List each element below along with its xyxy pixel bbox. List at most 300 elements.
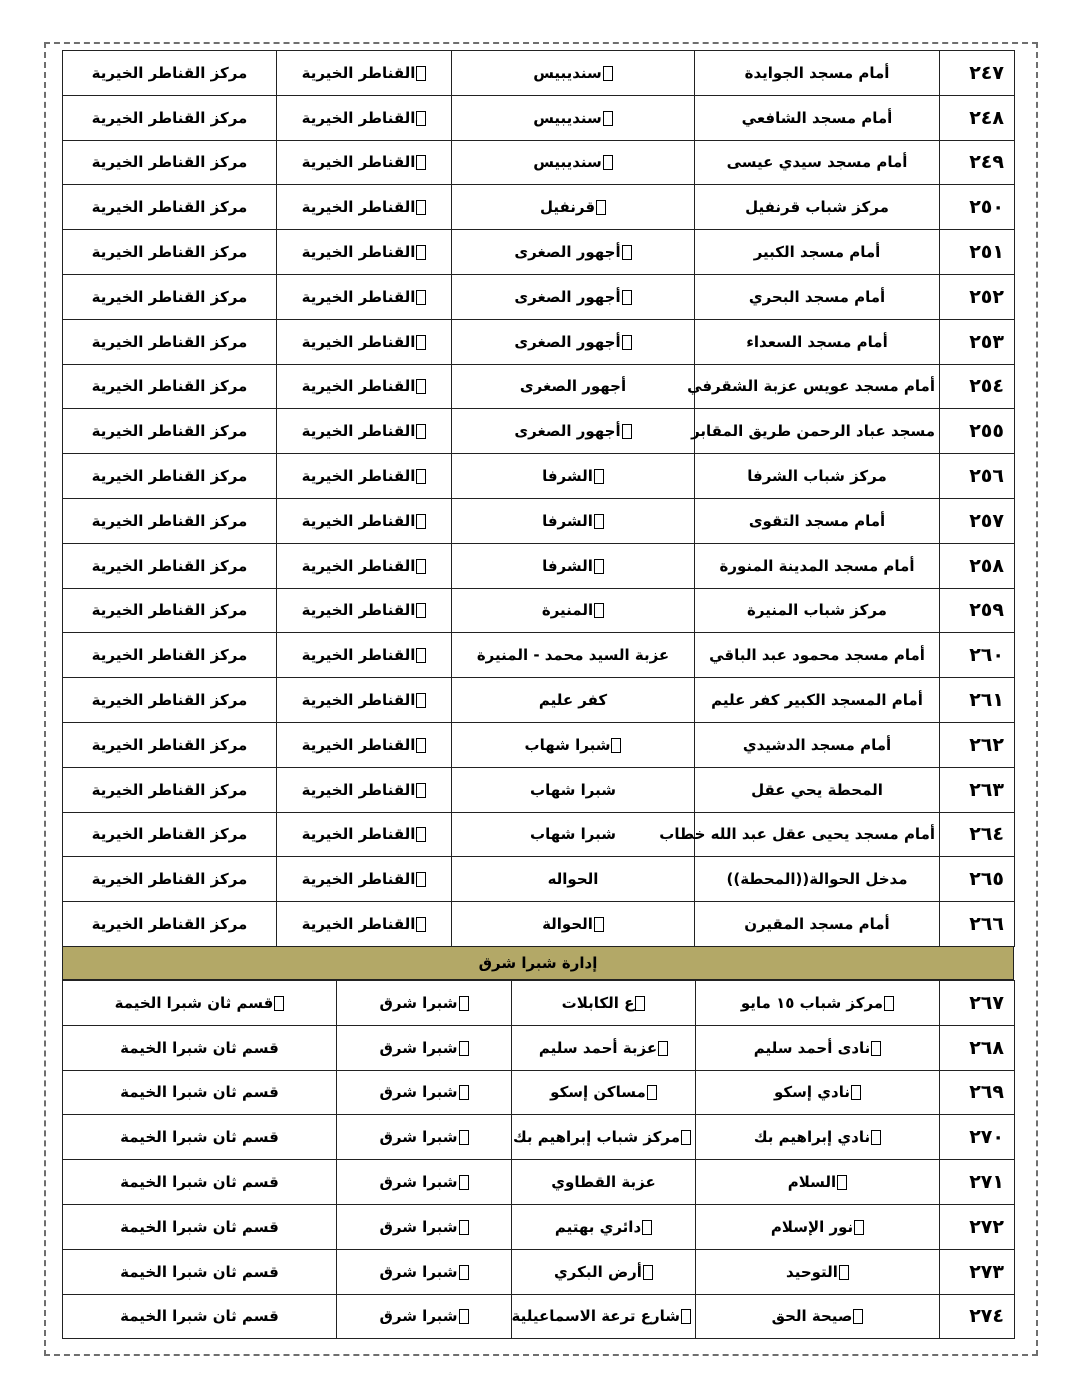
cell-text: ٢٦٢ (969, 733, 1004, 756)
cell-village (512, 1249, 696, 1294)
cell-text: سنديبيس (533, 108, 602, 127)
cell-city (277, 902, 452, 947)
cell-place (659, 812, 940, 857)
cell-text: القناطر الخيرية (301, 153, 416, 172)
cell-text: قسم ثان شبرا الخيمة (120, 1128, 279, 1147)
cell-center (63, 319, 277, 364)
row-number (940, 588, 1015, 633)
cell-text: ٢٥٣ (969, 330, 1004, 353)
placeholder-box-icon (622, 290, 632, 305)
row-number (940, 722, 1015, 767)
placeholder-box-icon (416, 559, 426, 574)
placeholder-box-icon (622, 245, 632, 260)
cell-text: مركز القناطر الخيرية (91, 735, 248, 754)
cell-text: ٢٧٣ (969, 1260, 1004, 1283)
placeholder-box-icon (884, 996, 894, 1011)
cell-village (452, 230, 695, 275)
cell-text: أمام مسجد سيدي عيسى (726, 153, 908, 172)
cell-text: كفر عليم (538, 691, 608, 710)
cell-text: ٢٦٤ (969, 823, 1004, 846)
cell-text: شبرا شرق (379, 1217, 458, 1236)
table-row (63, 678, 1015, 723)
table-row (63, 185, 1015, 230)
cell-text: قسم ثان شبرا الخيمة (120, 1038, 279, 1057)
cell-text: قرنفيل (539, 198, 596, 217)
row-number (940, 1160, 1015, 1205)
cell-city (277, 230, 452, 275)
cell-city (277, 51, 452, 96)
placeholder-box-icon (416, 603, 426, 618)
cell-city (337, 981, 512, 1026)
cell-place (695, 857, 940, 902)
placeholder-box-icon (416, 379, 426, 394)
cell-text: القناطر الخيرية (301, 467, 416, 486)
placeholder-box-icon (603, 111, 613, 126)
cell-place (687, 364, 940, 409)
cell-text: عزبة السيد محمد - المنيرة (476, 646, 670, 665)
cell-text: القناطر الخيرية (301, 601, 416, 620)
cell-text: ٢٦٦ (969, 913, 1004, 936)
cell-text: أمام مسجد محمود عبد الباقي (709, 646, 925, 665)
cell-village (452, 454, 695, 499)
cell-text: ٢٤٨ (969, 106, 1004, 129)
cell-city (277, 319, 452, 364)
cell-text: عزبة أحمد سليم (538, 1038, 658, 1057)
placeholder-box-icon (416, 66, 426, 81)
cell-text: أمام مسجد المدينة المنورة (719, 556, 915, 575)
cell-place (695, 274, 940, 319)
cell-text: القناطر الخيرية (301, 198, 416, 217)
cell-village (452, 812, 695, 857)
cell-place (695, 185, 940, 230)
table-row (63, 319, 1015, 364)
placeholder-box-icon (416, 872, 426, 887)
row-number (940, 185, 1015, 230)
cell-center (63, 857, 277, 902)
cell-center (63, 1160, 337, 1205)
row-number (940, 767, 1015, 812)
cell-text: ٢٥٩ (969, 599, 1004, 622)
placeholder-box-icon (837, 1175, 847, 1190)
cell-village (452, 51, 695, 96)
cell-text: أرض البكري (554, 1262, 642, 1281)
cell-place (695, 633, 940, 678)
cell-text: ٢٦٠ (969, 644, 1004, 667)
cell-text: أجهور الصغرى (514, 332, 621, 351)
cell-center (63, 767, 277, 812)
row-number (940, 498, 1015, 543)
table-row (63, 857, 1015, 902)
placeholder-box-icon (603, 66, 613, 81)
placeholder-box-icon (416, 514, 426, 529)
cell-center (63, 140, 277, 185)
cell-text: ٢٦٣ (969, 778, 1004, 801)
cell-text: الشرفا (542, 511, 593, 530)
cell-place (696, 1070, 940, 1115)
placeholder-box-icon (596, 200, 606, 215)
cell-text: ٢٧٢ (969, 1215, 1004, 1238)
row-number (940, 409, 1015, 454)
cell-place (695, 230, 940, 275)
cell-center (63, 1025, 337, 1070)
cell-text: ع الكابلات (561, 993, 635, 1012)
cell-text: مساكن إسكو (550, 1083, 646, 1102)
cell-city (277, 812, 452, 857)
cell-village (512, 1070, 696, 1115)
cell-text: مركز القناطر الخيرية (91, 108, 248, 127)
cell-center (63, 1204, 337, 1249)
table-row (63, 981, 1015, 1026)
cell-village (452, 902, 695, 947)
cell-center (63, 498, 277, 543)
placeholder-box-icon (416, 917, 426, 932)
cell-text: أمام مسجد التقوى (748, 511, 886, 530)
cell-text: مدخل الحوالة((المحطة)) (726, 870, 908, 889)
cell-text: ٢٦٩ (969, 1081, 1004, 1104)
placeholder-box-icon (853, 1309, 863, 1324)
cell-village (452, 588, 695, 633)
cell-city (337, 1249, 512, 1294)
cell-city (277, 857, 452, 902)
cell-text: ٢٤٧ (969, 61, 1004, 84)
cell-text: أجهور الصغرى (519, 377, 627, 396)
cell-text: أمام مسجد الدشيدي (742, 735, 892, 754)
placeholder-box-icon (642, 1220, 652, 1235)
table-row (63, 498, 1015, 543)
row-number (940, 230, 1015, 275)
cell-village (452, 498, 695, 543)
cell-place (695, 902, 940, 947)
cell-place (696, 1294, 940, 1339)
placeholder-box-icon (459, 1175, 469, 1190)
cell-text: مركز القناطر الخيرية (91, 153, 248, 172)
cell-center (63, 95, 277, 140)
cell-text: نادي إبراهيم بك (753, 1128, 871, 1147)
table-row (63, 51, 1015, 96)
cell-place (696, 1204, 940, 1249)
cell-text: سنديبيس (533, 153, 602, 172)
cell-city (277, 364, 452, 409)
placeholder-box-icon (416, 693, 426, 708)
cell-place (696, 1025, 940, 1070)
cell-text: ٢٧١ (969, 1171, 1004, 1194)
cell-text: القناطر الخيرية (301, 691, 416, 710)
cell-text: مركز القناطر الخيرية (91, 556, 248, 575)
row-number (940, 140, 1015, 185)
cell-text: القناطر الخيرية (301, 646, 416, 665)
cell-text: السلام (787, 1173, 837, 1192)
row-number (940, 1115, 1015, 1160)
cell-text: شبرا شرق (379, 1173, 458, 1192)
row-number (940, 633, 1015, 678)
cell-city (277, 409, 452, 454)
cell-village (452, 95, 695, 140)
cell-text: الحواله (547, 870, 599, 889)
cell-text: شبرا شرق (379, 1083, 458, 1102)
table-row (63, 1070, 1015, 1115)
placeholder-box-icon (647, 1085, 657, 1100)
table-row (63, 902, 1015, 947)
cell-text: مركز القناطر الخيرية (91, 825, 248, 844)
cell-center (63, 981, 337, 1026)
cell-text: سنديبيس (533, 63, 602, 82)
cell-text: المحطة يحي عقل (751, 780, 883, 799)
cell-place (695, 722, 940, 767)
cell-text: ٢٧٠ (969, 1126, 1004, 1149)
cell-city (337, 1204, 512, 1249)
cell-city (277, 498, 452, 543)
cell-center (63, 1249, 337, 1294)
cell-text: شبرا شهاب (530, 825, 616, 844)
cell-place (695, 767, 940, 812)
cell-text: عزبة القطاوي (551, 1173, 656, 1192)
cell-center (63, 409, 277, 454)
placeholder-box-icon (603, 155, 613, 170)
cell-text: مركز القناطر الخيرية (91, 287, 248, 306)
cell-text: ٢٦٧ (969, 991, 1004, 1014)
placeholder-box-icon (416, 111, 426, 126)
cell-text: القناطر الخيرية (301, 915, 416, 934)
row-number (940, 981, 1015, 1026)
cell-text: التوحيد (786, 1262, 838, 1281)
table-row (63, 633, 1015, 678)
placeholder-box-icon (839, 1265, 849, 1280)
placeholder-box-icon (416, 648, 426, 663)
cell-text: ٢٥٧ (969, 509, 1004, 532)
cell-text: صيحة الحق (771, 1307, 853, 1326)
table-row (63, 767, 1015, 812)
cell-center (63, 230, 277, 275)
placeholder-box-icon (854, 1220, 864, 1235)
cell-village (452, 543, 695, 588)
cell-text: القناطر الخيرية (301, 825, 416, 844)
cell-center (63, 1070, 337, 1115)
cell-text: ٢٥٨ (969, 554, 1004, 577)
placeholder-box-icon (459, 1130, 469, 1145)
cell-text: قسم ثان شبرا الخيمة (120, 1262, 279, 1281)
placeholder-box-icon (643, 1265, 653, 1280)
cell-city (337, 1025, 512, 1070)
table-row (63, 1115, 1015, 1160)
cell-text: مركز القناطر الخيرية (91, 467, 248, 486)
cell-text: أمام مسجد السعداء (746, 332, 888, 351)
cell-text: أمام مسجد المقيرن (744, 915, 890, 934)
cell-text: ٢٥٥ (969, 420, 1004, 443)
cell-city (277, 185, 452, 230)
table-row (63, 230, 1015, 275)
placeholder-box-icon (459, 1085, 469, 1100)
cell-text: مركز القناطر الخيرية (91, 691, 248, 710)
placeholder-box-icon (594, 514, 604, 529)
cell-center (63, 1115, 337, 1160)
cell-village (452, 364, 695, 409)
cell-text: ٢٦٥ (969, 868, 1004, 891)
table-row (63, 812, 1015, 857)
cell-text: قسم ثان شبرا الخيمة (120, 1307, 279, 1326)
cell-text: أجهور الصغرى (514, 243, 621, 262)
cell-place (696, 1115, 940, 1160)
table-row (63, 1249, 1015, 1294)
cell-text: مركز شباب المنيرة (747, 601, 887, 620)
cell-text: مركز شباب الشرفا (747, 467, 887, 486)
cell-center (63, 274, 277, 319)
placeholder-box-icon (851, 1085, 861, 1100)
cell-text: قسم ثان شبرا الخيمة (114, 993, 274, 1012)
cell-text: الشرفا (542, 556, 593, 575)
cell-text: مركز القناطر الخيرية (91, 870, 248, 889)
table-row (63, 1204, 1015, 1249)
row-number (940, 902, 1015, 947)
cell-city (277, 722, 452, 767)
cell-center (63, 633, 277, 678)
placeholder-box-icon (635, 996, 645, 1011)
placeholder-box-icon (622, 424, 632, 439)
cell-village (512, 1294, 696, 1339)
cell-village (512, 1160, 696, 1205)
cell-place (695, 95, 940, 140)
cell-city (277, 678, 452, 723)
placeholder-box-icon (459, 996, 469, 1011)
cell-village (512, 1115, 696, 1160)
locations-table-qanater (62, 50, 1015, 947)
cell-village (452, 409, 695, 454)
cell-text: نور الإسلام (770, 1217, 854, 1236)
row-number (940, 319, 1015, 364)
cell-place (695, 51, 940, 96)
cell-center (63, 812, 277, 857)
cell-place (695, 498, 940, 543)
row-number (940, 1294, 1015, 1339)
cell-city (277, 274, 452, 319)
row-number (940, 364, 1015, 409)
cell-center (63, 543, 277, 588)
cell-village (452, 319, 695, 364)
cell-text: أجهور الصغرى (514, 287, 621, 306)
table-row (63, 543, 1015, 588)
cell-city (337, 1294, 512, 1339)
cell-text: قسم ثان شبرا الخيمة (120, 1083, 279, 1102)
cell-text: شبرا شرق (379, 1128, 458, 1147)
placeholder-box-icon (871, 1041, 881, 1056)
cell-text: أمام المسجد الكبير كفر عليم (711, 691, 923, 710)
cell-text: مركز القناطر الخيرية (91, 198, 248, 217)
cell-text: القناطر الخيرية (301, 870, 416, 889)
table-row (63, 588, 1015, 633)
cell-text: شبرا شرق (379, 1307, 458, 1326)
cell-text: قسم ثان شبرا الخيمة (120, 1217, 279, 1236)
cell-center (63, 51, 277, 96)
cell-city (337, 1160, 512, 1205)
row-number (940, 857, 1015, 902)
table-row (63, 1025, 1015, 1070)
table-row (63, 722, 1015, 767)
cell-text: القناطر الخيرية (301, 511, 416, 530)
cell-text: الشرفا (542, 467, 593, 486)
cell-text: مركز القناطر الخيرية (91, 332, 248, 351)
cell-village (512, 1204, 696, 1249)
placeholder-box-icon (681, 1309, 691, 1324)
cell-city (277, 454, 452, 499)
table-row (63, 454, 1015, 499)
placeholder-box-icon (416, 738, 426, 753)
row-number (940, 543, 1015, 588)
cell-text: شبرا شرق (379, 1038, 458, 1057)
cell-text: ٢٥١ (969, 241, 1004, 264)
cell-city (277, 95, 452, 140)
placeholder-box-icon (681, 1130, 691, 1145)
cell-city (277, 588, 452, 633)
cell-village (452, 857, 695, 902)
cell-village (452, 678, 695, 723)
cell-text: القناطر الخيرية (301, 780, 416, 799)
cell-city (337, 1115, 512, 1160)
table-row (63, 364, 1015, 409)
cell-text: أمام مسجد عويس عزبة الشقرفي (687, 377, 935, 396)
cell-place (695, 543, 940, 588)
cell-center (63, 722, 277, 767)
placeholder-box-icon (459, 1309, 469, 1324)
cell-text: القناطر الخيرية (301, 287, 416, 306)
cell-text: مركز القناطر الخيرية (91, 63, 248, 82)
cell-text: أجهور الصغرى (514, 422, 621, 441)
cell-place (695, 319, 940, 364)
cell-text: شبرا شهاب (530, 780, 616, 799)
placeholder-box-icon (459, 1220, 469, 1235)
placeholder-box-icon (611, 738, 621, 753)
cell-text: مركز شباب قرنفيل (745, 198, 889, 217)
row-number (940, 1204, 1015, 1249)
cell-text: المنيرة (541, 601, 594, 620)
placeholder-box-icon (416, 200, 426, 215)
cell-text: ٢٥٤ (969, 375, 1004, 398)
placeholder-box-icon (274, 996, 284, 1011)
cell-text: القناطر الخيرية (301, 377, 416, 396)
cell-text: مركز القناطر الخيرية (91, 511, 248, 530)
cell-text: نادي إسكو (774, 1083, 850, 1102)
placeholder-box-icon (594, 469, 604, 484)
cell-text: مركز القناطر الخيرية (91, 915, 248, 934)
cell-text: مركز القناطر الخيرية (91, 646, 248, 665)
cell-text: مركز القناطر الخيرية (91, 780, 248, 799)
cell-city (277, 140, 452, 185)
cell-text: مركز القناطر الخيرية (91, 377, 248, 396)
cell-place (695, 678, 940, 723)
cell-text: ٢٥٦ (969, 465, 1004, 488)
placeholder-box-icon (459, 1265, 469, 1280)
placeholder-box-icon (416, 827, 426, 842)
row-number (940, 51, 1015, 96)
cell-text: ٢٧٤ (969, 1305, 1004, 1328)
cell-place (696, 1249, 940, 1294)
cell-text: شبرا شرق (379, 1262, 458, 1281)
table-row (63, 140, 1015, 185)
cell-city (277, 767, 452, 812)
section-header: إدارة شبرا شرق (62, 946, 1014, 980)
cell-place (696, 1160, 940, 1205)
cell-text: مركز شباب إبراهيم بك (512, 1128, 680, 1147)
cell-text: شبرا شهاب (524, 735, 611, 754)
cell-text: شارع ترعة الاسماعيلية (511, 1307, 680, 1326)
table-row (63, 1294, 1015, 1339)
cell-village (512, 981, 696, 1026)
cell-text: القناطر الخيرية (301, 332, 416, 351)
cell-center (63, 588, 277, 633)
placeholder-box-icon (594, 559, 604, 574)
row-number (940, 812, 1015, 857)
placeholder-box-icon (416, 290, 426, 305)
cell-text: مركز القناطر الخيرية (91, 601, 248, 620)
cell-text: أمام مسجد الكبير (753, 243, 881, 262)
